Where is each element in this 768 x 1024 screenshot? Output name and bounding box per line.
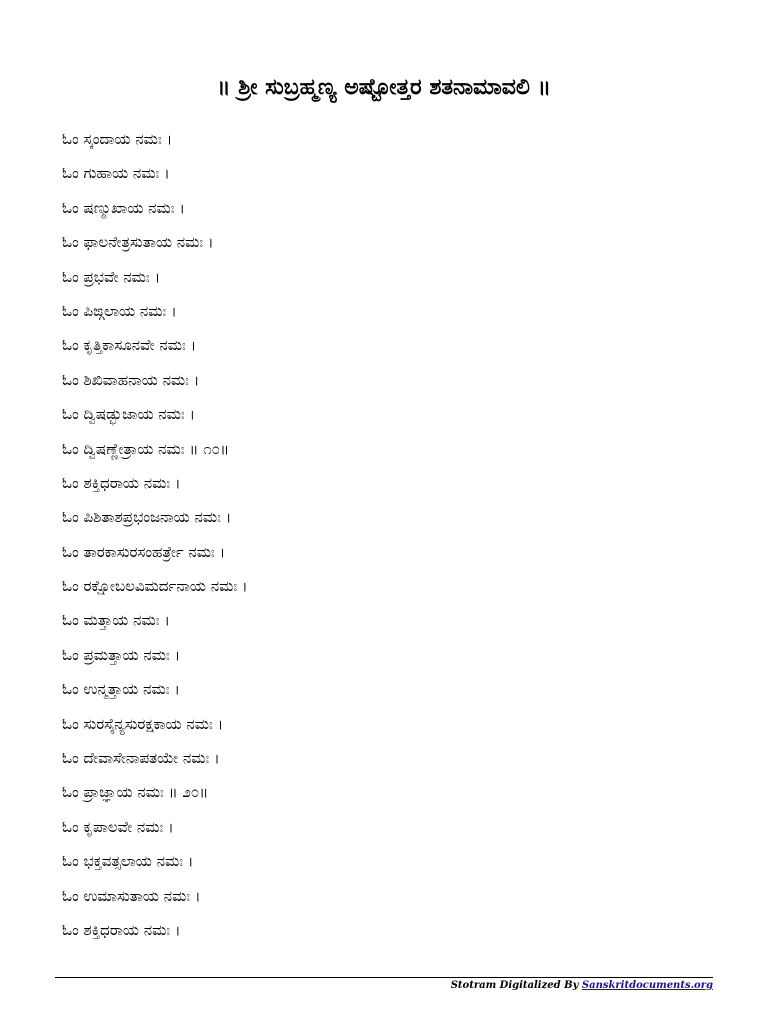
list-item: ಓಂ ಶಿಖಿವಾಹನಾಯ ನಮಃ । bbox=[62, 370, 200, 389]
list-item: ಓಂ ಗುಹಾಯ ನಮಃ । bbox=[62, 164, 170, 183]
list-item: ಓಂ ದೇವಾಸೇನಾಪತಯೇ ನಮಃ । bbox=[62, 749, 220, 768]
list-item: ಓಂ ಉಮಾಸುತಾಯ ನಮಃ । bbox=[62, 886, 201, 905]
list-item: ಓಂ ಪ್ರಭವೇ ನಮಃ । bbox=[62, 267, 161, 286]
list-item: ಓಂ ಸ್ಕಂದಾಯ ನಮಃ । bbox=[62, 130, 173, 148]
list-item: ಓಂ ಷಣ್ಮುಖಾಯ ನಮಃ । bbox=[62, 198, 185, 217]
footer-credit bbox=[451, 979, 713, 993]
list-item: ಓಂ ಪ್ರಮತ್ತಾಯ ನಮಃ । bbox=[62, 645, 181, 664]
sanskritdocuments-link[interactable]: Sanskritdocuments.org bbox=[581, 980, 713, 991]
list-item: ಓಂ ದ್ವಿಷಣ್ಣೇತ್ರಾಯ ನಮಃ ॥ ೧೦॥ bbox=[62, 439, 230, 458]
list-item: ಓಂ ಮತ್ತಾಯ ನಮಃ । bbox=[62, 611, 170, 630]
list-item: ಓಂ ಪಿಙ್ಗಲಾಯ ನಮಃ । bbox=[62, 301, 177, 320]
list-item: ಓಂ ಕೃತ್ತಿಕಾಸೂನವೇ ನಮಃ । bbox=[62, 336, 197, 355]
list-item: ಓಂ ರಕ್ಷೋಬಲವಿಮರ್ದನಾಯ ನಮಃ । bbox=[62, 577, 248, 596]
list-item: ಓಂ ದ್ವಿಷಡ್ಭುಜಾಯ ನಮಃ । bbox=[62, 405, 196, 424]
verse-list bbox=[62, 122, 248, 947]
page-title: ॥ ಶ್ರೀ ಸುಬ್ರಹ್ಮಣ್ಯ ಅಷ್ಟೋತ್ತರ ಶತನಾಮಾವಲಿ ॥ bbox=[217, 74, 551, 100]
list-item: ಓಂ ಸುರಸೈನ್ಯಸುರಕ್ಷಕಾಯ ನಮಃ । bbox=[62, 714, 224, 733]
list-item: ಓಂ ಫಾಲನೇತ್ರಸುತಾಯ ನಮಃ । bbox=[62, 233, 214, 252]
list-item: ಓಂ ಪ್ರಾಜ್ಞಾಯ ನಮಃ ॥ ೨೦॥ bbox=[62, 783, 209, 802]
list-item: ಓಂ ತಾರಕಾಸುರಸಂಹರ್ತ್ರೇ ನಮಃ । bbox=[62, 542, 226, 561]
list-item: ಓಂ ಉನ್ಮತ್ತಾಯ ನಮಃ । bbox=[62, 680, 180, 699]
list-item: ಓಂ ಶಕ್ತಿಧರಾಯ ನಮಃ । bbox=[62, 920, 181, 939]
footer-divider bbox=[55, 977, 713, 978]
footer-credit-text: Stotram Digitalized By bbox=[450, 980, 582, 991]
list-item: ಓಂ ಕೃಪಾಲವೇ ನಮಃ । bbox=[62, 817, 174, 836]
list-item: ಓಂ ಶಕ್ತಿಧರಾಯ ನಮಃ । bbox=[62, 473, 181, 492]
list-item: ಓಂ ಪಿಶಿತಾಶಪ್ರಭಂಜನಾಯ ನಮಃ । bbox=[62, 508, 232, 527]
list-item: ಓಂ ಭಕ್ತವತ್ಸಲಾಯ ನಮಃ । bbox=[62, 852, 194, 871]
